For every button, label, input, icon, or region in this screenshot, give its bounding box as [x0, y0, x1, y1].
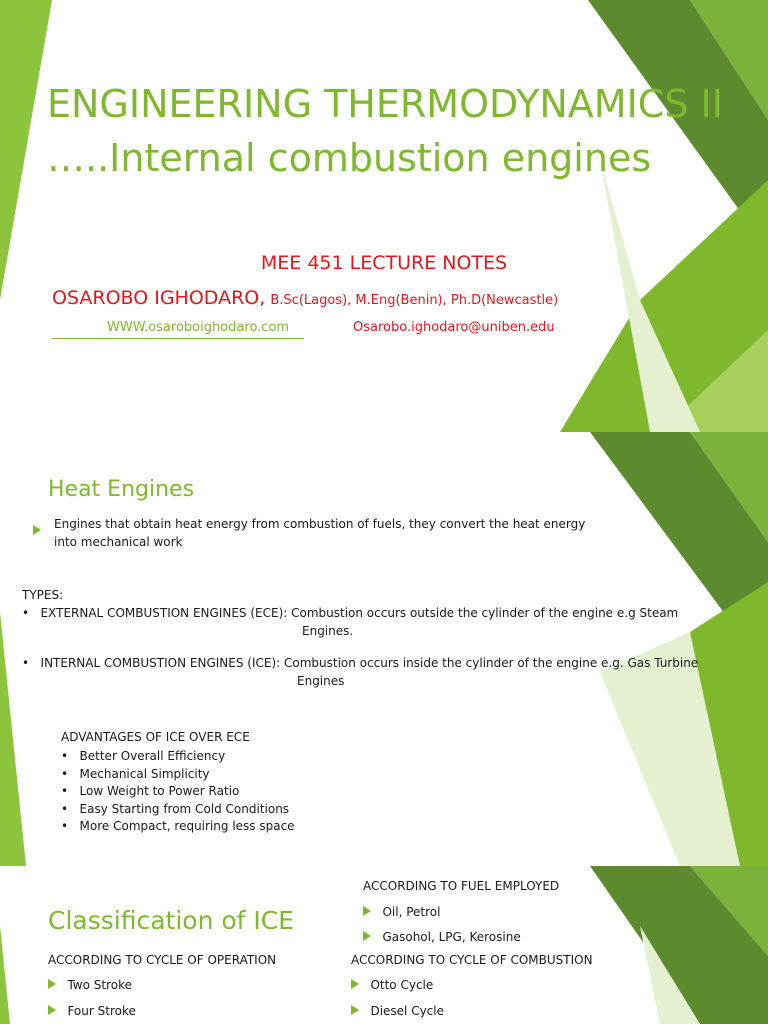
fuel-heading: ACCORDING TO FUEL EMPLOYED: [363, 879, 560, 893]
list-item: Gasohol, LPG, Kerosine: [363, 930, 521, 944]
slide-decoration: [0, 0, 768, 432]
slide-classification: [0, 866, 768, 1024]
list-item: Diesel Cycle: [351, 1004, 444, 1018]
list-item: • Low Weight to Power Ratio: [61, 784, 240, 798]
list-item: Four Stroke: [48, 1004, 136, 1018]
section-heading: Heat Engines: [48, 477, 195, 502]
author-name: OSAROBO IGHODARO,: [52, 287, 266, 309]
slide-heat-engines: [0, 432, 768, 866]
list-item: Oil, Petrol: [363, 905, 440, 919]
advantages-heading: ADVANTAGES OF ICE OVER ECE: [61, 730, 250, 744]
bullet-arrow-icon: [351, 1005, 359, 1015]
email-link[interactable]: Osarobo.ighodaro@uniben.edu: [353, 320, 555, 335]
ece-text-continued: Engines.: [302, 624, 354, 638]
list-item: • Mechanical Simplicity: [61, 766, 210, 781]
bullet-arrow-icon: [48, 1005, 56, 1015]
ice-text-continued: Engines: [297, 674, 345, 688]
author-credentials: B.Sc(Lagos), M.Eng(Benin), Ph.D(Newcastle): [270, 293, 559, 308]
intro-text-line-2: into mechanical work: [54, 535, 183, 549]
title-line-2: …..Internal combustion engines: [47, 136, 652, 180]
course-code: MEE 451 LECTURE NOTES: [260, 252, 508, 274]
bullet-arrow-icon: [351, 979, 359, 989]
website-link[interactable]: WWW.osaroboighodaro.com: [107, 320, 290, 335]
intro-text-line-1: Engines that obtain heat energy from combustion of fuels, they convert the heat energy: [54, 517, 586, 531]
title-line-1: ENGINEERING THERMODYNAMICS II: [47, 82, 723, 126]
list-item: • Easy Starting from Cold Conditions: [61, 801, 290, 816]
list-item: Two Stroke: [48, 978, 132, 992]
types-label: TYPES:: [22, 588, 64, 602]
cycle-op-heading: ACCORDING TO CYCLE OF OPERATION: [48, 953, 277, 967]
cycle-comb-heading: ACCORDING TO CYCLE OF COMBUSTION: [351, 953, 593, 967]
ice-text: INTERNAL COMBUSTION ENGINES (ICE): Combustion occurs inside the cylinder of the engine e.g. Gas Turbine: [40, 656, 699, 670]
list-item: • Better Overall Efficiency: [61, 749, 226, 763]
slide-title: [0, 0, 768, 432]
bullet-arrow-icon: [363, 931, 371, 941]
advantages-list: [61, 748, 295, 836]
bullet-arrow-icon: [33, 520, 41, 539]
author-line: [52, 287, 558, 309]
ece-text: EXTERNAL COMBUSTION ENGINES (ECE): Combustion occurs outside the cylinder of the engine e.g Steam: [40, 606, 679, 620]
list-item: • More Compact, requiring less space: [61, 819, 295, 833]
ece-item: • EXTERNAL COMBUSTION ENGINES (ECE): Combustion occurs outside the cylinder of the engine e.g Steam: [22, 606, 679, 620]
link-underline: [52, 338, 304, 339]
list-item: Otto Cycle: [351, 978, 433, 992]
bullet-arrow-icon: [48, 979, 56, 989]
ice-item: • INTERNAL COMBUSTION ENGINES (ICE): Combustion occurs inside the cylinder of the engine e.g. Gas Turbine: [22, 656, 699, 670]
bullet-arrow-icon: [363, 906, 371, 916]
section-heading: Classification of ICE: [48, 906, 295, 935]
